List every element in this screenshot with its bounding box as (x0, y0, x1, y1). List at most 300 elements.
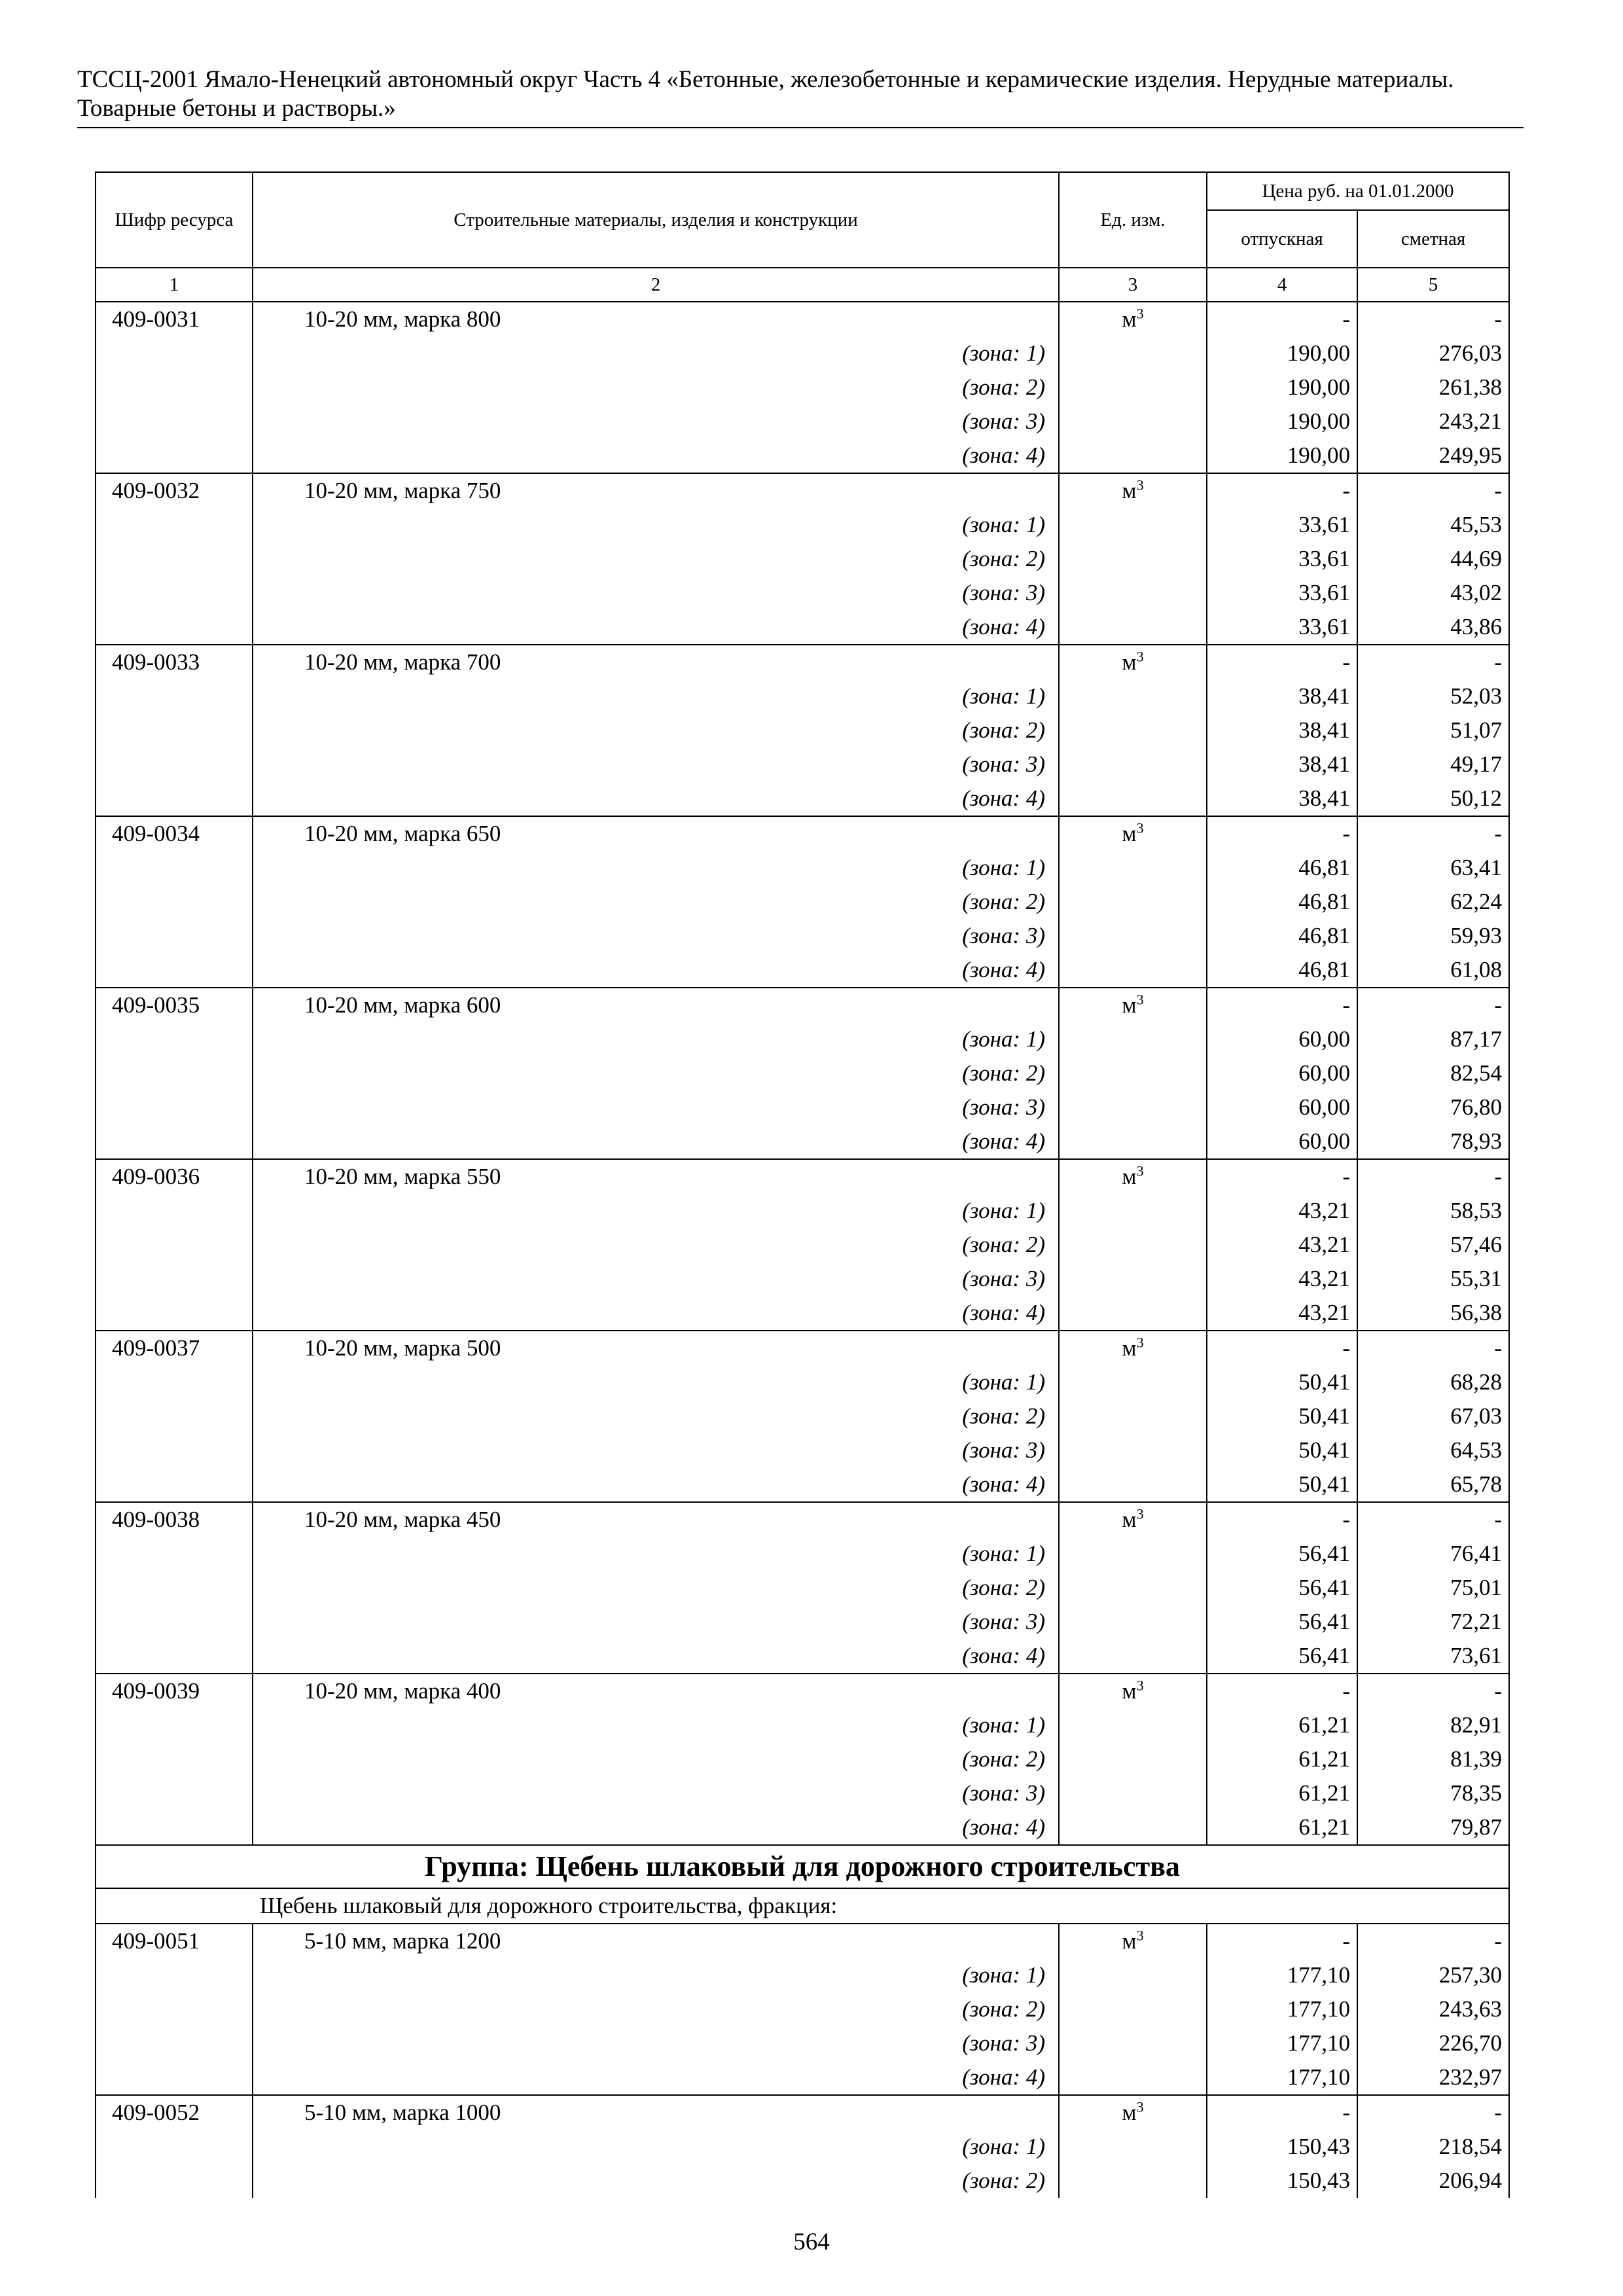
unit-base: м (1122, 1335, 1137, 1361)
material-name: 10-20 мм, марка 650 (253, 816, 1059, 851)
release-price: 190,00 (1207, 404, 1357, 439)
release-price: 33,61 (1207, 542, 1357, 576)
estimate-price: 73,61 (1357, 1639, 1509, 1674)
unit-base: м (1122, 1164, 1137, 1189)
zone-row (96, 1296, 1509, 1331)
table-row (96, 1331, 1509, 1365)
empty-unit-cell (1059, 679, 1207, 713)
zone-row (96, 1056, 1509, 1090)
empty-unit-cell (1059, 2130, 1207, 2164)
zone-label: (зона: 1) (253, 1537, 1059, 1571)
unit-exponent: 3 (1136, 1505, 1144, 1522)
empty-unit-cell (1059, 1262, 1207, 1296)
release-price: 150,43 (1207, 2164, 1357, 2198)
empty-code-cell (96, 679, 253, 713)
resource-code: 409-0034 (96, 816, 253, 851)
unit-exponent: 3 (1136, 991, 1144, 1008)
zone-label: (зона: 2) (253, 542, 1059, 576)
zone-row (96, 1605, 1509, 1639)
estimate-price: 45,53 (1357, 508, 1509, 542)
zone-label: (зона: 4) (253, 2060, 1059, 2095)
col-header-release: отпускная (1207, 210, 1357, 268)
page-number: 564 (793, 2229, 830, 2255)
table-body-group-b (96, 1924, 1509, 2198)
estimate-price: 61,08 (1357, 953, 1509, 988)
subgroup-row (96, 1888, 1509, 1924)
resource-code: 409-0036 (96, 1159, 253, 1194)
zone-label: (зона: 4) (253, 1810, 1059, 1845)
zone-label: (зона: 4) (253, 781, 1059, 816)
zone-label: (зона: 3) (253, 1262, 1059, 1296)
release-price-dash: - (1207, 1924, 1357, 1958)
empty-unit-cell (1059, 1605, 1207, 1639)
empty-unit-cell (1059, 1992, 1207, 2026)
zone-label: (зона: 1) (253, 679, 1059, 713)
unit-base: м (1122, 478, 1137, 503)
zone-row (96, 1022, 1509, 1056)
page-header (77, 65, 1524, 128)
estimate-price: 43,86 (1357, 610, 1509, 645)
zone-label: (зона: 4) (253, 1639, 1059, 1674)
table-body-group-title (96, 1845, 1509, 1924)
empty-code-cell (96, 1433, 253, 1467)
unit-cell (1059, 1924, 1207, 1958)
empty-code-cell (96, 1124, 253, 1159)
unit-cell (1059, 645, 1207, 679)
empty-unit-cell (1059, 919, 1207, 953)
empty-code-cell (96, 1810, 253, 1845)
empty-unit-cell (1059, 542, 1207, 576)
zone-label: (зона: 1) (253, 1708, 1059, 1742)
empty-code-cell (96, 2060, 253, 2095)
estimate-price: 82,54 (1357, 1056, 1509, 1090)
estimate-price-dash: - (1357, 1924, 1509, 1958)
release-price-dash: - (1207, 645, 1357, 679)
empty-code-cell (96, 1365, 253, 1399)
zone-row (96, 1467, 1509, 1502)
material-name: 10-20 мм, марка 500 (253, 1331, 1059, 1365)
release-price: 33,61 (1207, 576, 1357, 610)
estimate-price-dash: - (1357, 1674, 1509, 1708)
resource-code: 409-0035 (96, 988, 253, 1022)
resource-code: 409-0031 (96, 302, 253, 336)
release-price: 50,41 (1207, 1365, 1357, 1399)
release-price: 46,81 (1207, 851, 1357, 885)
zone-label: (зона: 1) (253, 1958, 1059, 1992)
zone-label: (зона: 1) (253, 2130, 1059, 2164)
empty-code-cell (96, 370, 253, 404)
estimate-price: 58,53 (1357, 1194, 1509, 1228)
empty-code-cell (96, 336, 253, 370)
zone-row (96, 439, 1509, 473)
zone-label: (зона: 4) (253, 1124, 1059, 1159)
empty-code-cell (96, 1605, 253, 1639)
unit-exponent: 3 (1136, 819, 1144, 836)
estimate-price: 206,94 (1357, 2164, 1509, 2198)
empty-unit-cell (1059, 1194, 1207, 1228)
unit-cell (1059, 2095, 1207, 2130)
empty-unit-cell (1059, 1365, 1207, 1399)
zone-label: (зона: 3) (253, 1433, 1059, 1467)
zone-label: (зона: 2) (253, 370, 1059, 404)
col-number-3: 3 (1059, 268, 1207, 302)
unit-base: м (1122, 992, 1137, 1018)
release-price-dash: - (1207, 1159, 1357, 1194)
table-row (96, 988, 1509, 1022)
empty-code-cell (96, 1467, 253, 1502)
empty-code-cell (96, 1228, 253, 1262)
col-header-unit: Ед. изм. (1059, 172, 1207, 268)
unit-cell (1059, 1674, 1207, 1708)
empty-unit-cell (1059, 439, 1207, 473)
unit-base: м (1122, 306, 1137, 332)
empty-code-cell (96, 439, 253, 473)
empty-code-cell (96, 781, 253, 816)
estimate-price: 67,03 (1357, 1399, 1509, 1433)
empty-unit-cell (1059, 1639, 1207, 1674)
zone-label: (зона: 3) (253, 2026, 1059, 2060)
table-row (96, 1924, 1509, 1958)
zone-row (96, 1262, 1509, 1296)
zone-row (96, 1124, 1509, 1159)
empty-unit-cell (1059, 1433, 1207, 1467)
empty-code-cell (96, 1090, 253, 1124)
empty-unit-cell (1059, 1056, 1207, 1090)
zone-row (96, 2130, 1509, 2164)
empty-code-cell (96, 2026, 253, 2060)
release-price: 56,41 (1207, 1639, 1357, 1674)
release-price: 56,41 (1207, 1571, 1357, 1605)
zone-label: (зона: 2) (253, 885, 1059, 919)
zone-label: (зона: 3) (253, 919, 1059, 953)
zone-label: (зона: 1) (253, 851, 1059, 885)
empty-code-cell (96, 508, 253, 542)
release-price-dash: - (1207, 988, 1357, 1022)
empty-unit-cell (1059, 576, 1207, 610)
estimate-price: 261,38 (1357, 370, 1509, 404)
empty-code-cell (96, 1571, 253, 1605)
zone-label: (зона: 1) (253, 1365, 1059, 1399)
empty-code-cell (96, 610, 253, 645)
zone-row (96, 1090, 1509, 1124)
unit-exponent: 3 (1136, 476, 1144, 493)
release-price: 46,81 (1207, 953, 1357, 988)
empty-unit-cell (1059, 953, 1207, 988)
zone-row (96, 1365, 1509, 1399)
release-price: 43,21 (1207, 1228, 1357, 1262)
empty-code-cell (96, 1056, 253, 1090)
empty-unit-cell (1059, 851, 1207, 885)
empty-unit-cell (1059, 713, 1207, 747)
release-price: 60,00 (1207, 1022, 1357, 1056)
zone-label: (зона: 2) (253, 1056, 1059, 1090)
zone-row (96, 610, 1509, 645)
estimate-price: 44,69 (1357, 542, 1509, 576)
unit-base: м (1122, 1678, 1137, 1704)
zone-row (96, 851, 1509, 885)
subgroup-title: Щебень шлаковый для дорожного строительства, фракция: (96, 1888, 1509, 1924)
header-line-1: ТССЦ-2001 Ямало-Ненецкий автономный округ Часть 4 «Бетонные, железобетонные и керамические изделия. Нерудные материалы. (77, 66, 1454, 93)
empty-code-cell (96, 747, 253, 781)
empty-code-cell (96, 1296, 253, 1331)
empty-unit-cell (1059, 1810, 1207, 1845)
empty-code-cell (96, 576, 253, 610)
estimate-price: 59,93 (1357, 919, 1509, 953)
empty-code-cell (96, 919, 253, 953)
empty-code-cell (96, 1022, 253, 1056)
release-price: 61,21 (1207, 1776, 1357, 1810)
zone-row (96, 2164, 1509, 2198)
release-price: 33,61 (1207, 610, 1357, 645)
material-name: 5-10 мм, марка 1000 (253, 2095, 1059, 2130)
estimate-price: 243,21 (1357, 404, 1509, 439)
estimate-price: 49,17 (1357, 747, 1509, 781)
estimate-price-dash: - (1357, 1502, 1509, 1537)
estimate-price: 276,03 (1357, 336, 1509, 370)
material-name: 10-20 мм, марка 550 (253, 1159, 1059, 1194)
release-price: 61,21 (1207, 1742, 1357, 1776)
empty-code-cell (96, 1742, 253, 1776)
zone-row (96, 1992, 1509, 2026)
col-number-2: 2 (253, 268, 1059, 302)
unit-base: м (1122, 2100, 1137, 2125)
table-row (96, 1502, 1509, 1537)
zone-row (96, 1228, 1509, 1262)
zone-label: (зона: 2) (253, 1992, 1059, 2026)
unit-exponent: 3 (1136, 1927, 1144, 1944)
empty-code-cell (96, 1708, 253, 1742)
release-price: 38,41 (1207, 781, 1357, 816)
zone-label: (зона: 1) (253, 1194, 1059, 1228)
release-price: 177,10 (1207, 1992, 1357, 2026)
material-name: 10-20 мм, марка 600 (253, 988, 1059, 1022)
release-price-dash: - (1207, 1674, 1357, 1708)
estimate-price-dash: - (1357, 302, 1509, 336)
estimate-price: 55,31 (1357, 1262, 1509, 1296)
empty-unit-cell (1059, 370, 1207, 404)
estimate-price: 57,46 (1357, 1228, 1509, 1262)
resource-code: 409-0033 (96, 645, 253, 679)
unit-base: м (1122, 1928, 1137, 1954)
estimate-price: 243,63 (1357, 1992, 1509, 2026)
zone-row (96, 713, 1509, 747)
group-title: Группа: Щебень шлаковый для дорожного строительства (96, 1845, 1509, 1888)
estimate-price: 65,78 (1357, 1467, 1509, 1502)
estimate-price: 64,53 (1357, 1433, 1509, 1467)
zone-label: (зона: 4) (253, 953, 1059, 988)
zone-row (96, 1639, 1509, 1674)
zone-row (96, 336, 1509, 370)
empty-code-cell (96, 1399, 253, 1433)
estimate-price: 79,87 (1357, 1810, 1509, 1845)
zone-label: (зона: 3) (253, 1605, 1059, 1639)
zone-row (96, 1194, 1509, 1228)
table-row (96, 302, 1509, 336)
estimate-price: 76,41 (1357, 1537, 1509, 1571)
release-price-dash: - (1207, 302, 1357, 336)
empty-code-cell (96, 542, 253, 576)
estimate-price-dash: - (1357, 988, 1509, 1022)
release-price: 38,41 (1207, 747, 1357, 781)
empty-code-cell (96, 713, 253, 747)
release-price: 190,00 (1207, 336, 1357, 370)
release-price: 46,81 (1207, 919, 1357, 953)
zone-row (96, 919, 1509, 953)
empty-unit-cell (1059, 2060, 1207, 2095)
resource-code: 409-0052 (96, 2095, 253, 2130)
empty-unit-cell (1059, 1571, 1207, 1605)
col-header-price-group: Цена руб. на 01.01.2000 (1207, 172, 1509, 210)
estimate-price-dash: - (1357, 2095, 1509, 2130)
empty-code-cell (96, 1992, 253, 2026)
empty-unit-cell (1059, 1399, 1207, 1433)
material-name: 10-20 мм, марка 450 (253, 1502, 1059, 1537)
release-price: 61,21 (1207, 1810, 1357, 1845)
release-price: 61,21 (1207, 1708, 1357, 1742)
estimate-price-dash: - (1357, 1159, 1509, 1194)
zone-row (96, 1958, 1509, 1992)
estimate-price-dash: - (1357, 645, 1509, 679)
empty-unit-cell (1059, 1228, 1207, 1262)
release-price: 50,41 (1207, 1467, 1357, 1502)
unit-cell (1059, 1502, 1207, 1537)
estimate-price-dash: - (1357, 473, 1509, 508)
release-price: 56,41 (1207, 1537, 1357, 1571)
material-name: 10-20 мм, марка 400 (253, 1674, 1059, 1708)
release-price: 43,21 (1207, 1194, 1357, 1228)
zone-row (96, 1537, 1509, 1571)
zone-label: (зона: 3) (253, 1776, 1059, 1810)
estimate-price: 218,54 (1357, 2130, 1509, 2164)
zone-row (96, 1742, 1509, 1776)
release-price: 50,41 (1207, 1399, 1357, 1433)
zone-label: (зона: 2) (253, 713, 1059, 747)
estimate-price: 50,12 (1357, 781, 1509, 816)
release-price: 60,00 (1207, 1124, 1357, 1159)
empty-unit-cell (1059, 508, 1207, 542)
empty-unit-cell (1059, 1776, 1207, 1810)
unit-exponent: 3 (1136, 2098, 1144, 2115)
empty-unit-cell (1059, 1537, 1207, 1571)
empty-code-cell (96, 885, 253, 919)
empty-unit-cell (1059, 1708, 1207, 1742)
table-row (96, 816, 1509, 851)
col-number-1: 1 (96, 268, 253, 302)
empty-unit-cell (1059, 2026, 1207, 2060)
zone-row (96, 747, 1509, 781)
zone-label: (зона: 4) (253, 1467, 1059, 1502)
unit-cell (1059, 473, 1207, 508)
zone-row (96, 370, 1509, 404)
empty-code-cell (96, 1194, 253, 1228)
empty-unit-cell (1059, 2164, 1207, 2198)
release-price-dash: - (1207, 816, 1357, 851)
estimate-price: 81,39 (1357, 1742, 1509, 1776)
estimate-price: 249,95 (1357, 439, 1509, 473)
col-header-estimate: сметная (1357, 210, 1509, 268)
material-name: 10-20 мм, марка 800 (253, 302, 1059, 336)
price-table (95, 171, 1510, 2198)
resource-code: 409-0039 (96, 1674, 253, 1708)
estimate-price: 56,38 (1357, 1296, 1509, 1331)
release-price: 150,43 (1207, 2130, 1357, 2164)
zone-row (96, 885, 1509, 919)
empty-unit-cell (1059, 1022, 1207, 1056)
zone-label: (зона: 2) (253, 2164, 1059, 2198)
zone-label: (зона: 3) (253, 576, 1059, 610)
release-price-dash: - (1207, 1331, 1357, 1365)
unit-exponent: 3 (1136, 1677, 1144, 1694)
release-price: 43,21 (1207, 1262, 1357, 1296)
zone-label: (зона: 3) (253, 747, 1059, 781)
unit-cell (1059, 816, 1207, 851)
col-header-name: Строительные материалы, изделия и конструкции (253, 172, 1059, 268)
resource-code: 409-0037 (96, 1331, 253, 1365)
estimate-price: 226,70 (1357, 2026, 1509, 2060)
table-row (96, 473, 1509, 508)
zone-row (96, 1776, 1509, 1810)
estimate-price: 51,07 (1357, 713, 1509, 747)
release-price: 56,41 (1207, 1605, 1357, 1639)
zone-row (96, 953, 1509, 988)
estimate-price: 62,24 (1357, 885, 1509, 919)
empty-code-cell (96, 1776, 253, 1810)
release-price: 190,00 (1207, 370, 1357, 404)
release-price: 46,81 (1207, 885, 1357, 919)
resource-code: 409-0051 (96, 1924, 253, 1958)
empty-unit-cell (1059, 1958, 1207, 1992)
col-header-code: Шифр ресурса (96, 172, 253, 268)
zone-label: (зона: 4) (253, 610, 1059, 645)
zone-row (96, 404, 1509, 439)
release-price: 177,10 (1207, 2060, 1357, 2095)
zone-label: (зона: 2) (253, 1228, 1059, 1262)
empty-unit-cell (1059, 1090, 1207, 1124)
estimate-price: 68,28 (1357, 1365, 1509, 1399)
empty-unit-cell (1059, 1124, 1207, 1159)
zone-label: (зона: 1) (253, 1022, 1059, 1056)
zone-label: (зона: 4) (253, 1296, 1059, 1331)
estimate-price-dash: - (1357, 1331, 1509, 1365)
zone-row (96, 1708, 1509, 1742)
zone-row (96, 1433, 1509, 1467)
col-number-5: 5 (1357, 268, 1509, 302)
release-price: 50,41 (1207, 1433, 1357, 1467)
table-body-group-a (96, 302, 1509, 1845)
release-price-dash: - (1207, 2095, 1357, 2130)
estimate-price: 232,97 (1357, 2060, 1509, 2095)
table-row (96, 1674, 1509, 1708)
zone-row (96, 576, 1509, 610)
empty-unit-cell (1059, 336, 1207, 370)
estimate-price: 43,02 (1357, 576, 1509, 610)
empty-code-cell (96, 404, 253, 439)
estimate-price: 87,17 (1357, 1022, 1509, 1056)
group-row (96, 1845, 1509, 1888)
empty-code-cell (96, 1958, 253, 1992)
resource-code: 409-0032 (96, 473, 253, 508)
empty-code-cell (96, 851, 253, 885)
empty-unit-cell (1059, 610, 1207, 645)
zone-label: (зона: 3) (253, 1090, 1059, 1124)
zone-row (96, 508, 1509, 542)
estimate-price: 63,41 (1357, 851, 1509, 885)
material-name: 10-20 мм, марка 700 (253, 645, 1059, 679)
estimate-price: 75,01 (1357, 1571, 1509, 1605)
material-name: 5-10 мм, марка 1200 (253, 1924, 1059, 1958)
table-row (96, 645, 1509, 679)
release-price: 177,10 (1207, 1958, 1357, 1992)
